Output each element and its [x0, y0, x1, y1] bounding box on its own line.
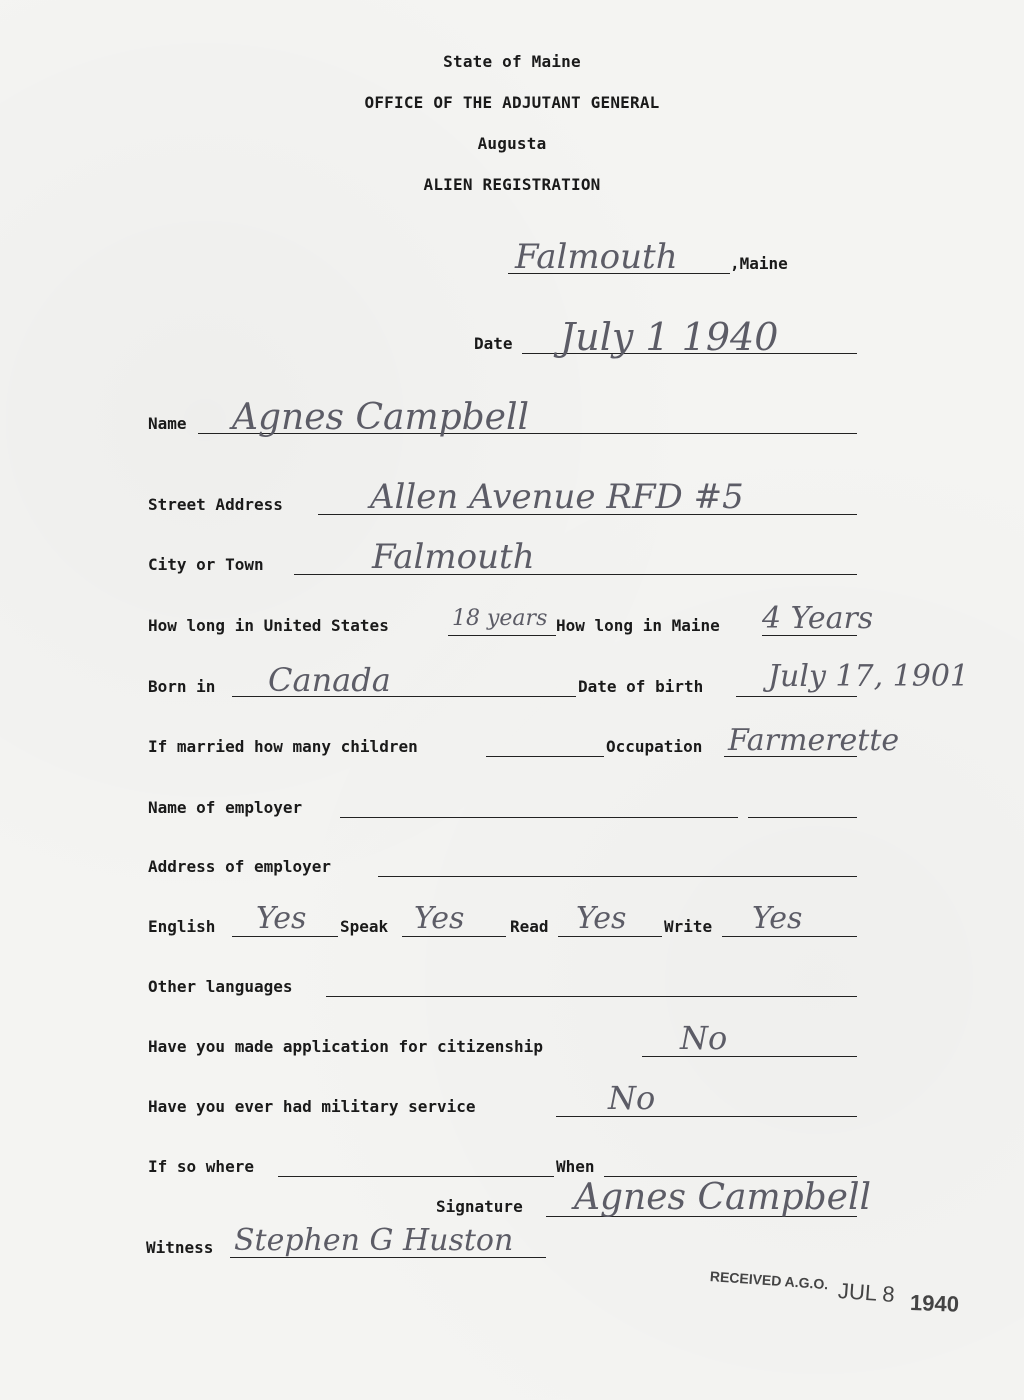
- name-value[interactable]: Agnes Campbell: [232, 397, 530, 438]
- write-label: Write: [664, 917, 713, 936]
- other-languages-label: Other languages: [148, 977, 293, 996]
- citizenship-value[interactable]: No: [680, 1019, 728, 1057]
- witness-label: Witness: [146, 1238, 214, 1257]
- employer-address-line: [378, 876, 857, 877]
- street-address-label: Street Address: [148, 495, 283, 514]
- town-value[interactable]: Falmouth: [515, 237, 678, 277]
- employer-address-label: Address of employer: [148, 857, 332, 876]
- occupation-value[interactable]: Farmerette: [728, 723, 900, 758]
- date-of-birth-label: Date of birth: [578, 677, 704, 696]
- speak-label: Speak: [340, 917, 389, 936]
- received-stamp-prefix: RECEIVED A.G.O.: [709, 1268, 829, 1293]
- how-long-maine-value[interactable]: 4 Years: [762, 601, 874, 636]
- header-state: State of Maine: [443, 52, 581, 71]
- name-label: Name: [148, 414, 187, 433]
- other-languages-line: [326, 996, 857, 997]
- speak-value[interactable]: Yes: [414, 901, 465, 936]
- if-so-where-line: [278, 1176, 554, 1177]
- if-so-where-label: If so where: [148, 1157, 254, 1176]
- city-or-town-label: City or Town: [148, 555, 264, 574]
- how-long-maine-label: How long in Maine: [556, 616, 720, 635]
- town-suffix: ,Maine: [730, 254, 788, 273]
- signature-label: Signature: [436, 1197, 523, 1216]
- children-line: [486, 756, 604, 757]
- military-value[interactable]: No: [608, 1079, 656, 1117]
- date-label: Date: [474, 334, 513, 353]
- when-label: When: [556, 1157, 595, 1176]
- received-stamp-year: 1940: [909, 1290, 960, 1317]
- witness-value[interactable]: Stephen G Huston: [234, 1223, 514, 1258]
- born-in-value[interactable]: Canada: [268, 661, 391, 699]
- date-value[interactable]: July 1 1940: [560, 315, 779, 359]
- read-line: [558, 936, 662, 937]
- occupation-label: Occupation: [606, 737, 703, 756]
- header-city: Augusta: [477, 134, 547, 153]
- children-label: If married how many children: [148, 737, 418, 756]
- received-stamp-date: JUL 8: [837, 1278, 896, 1307]
- how-long-us-line: [448, 635, 556, 636]
- street-address-value[interactable]: Allen Avenue RFD #5: [370, 477, 744, 517]
- date-of-birth-value[interactable]: July 17, 1901: [768, 659, 970, 694]
- military-line: [556, 1116, 857, 1117]
- form-title: ALIEN REGISTRATION: [423, 175, 601, 194]
- english-value[interactable]: Yes: [256, 901, 307, 936]
- english-label: English: [148, 917, 216, 936]
- read-label: Read: [510, 917, 549, 936]
- read-value[interactable]: Yes: [576, 901, 627, 936]
- employer-name-line: [340, 817, 738, 818]
- signature-value[interactable]: Agnes Campbell: [574, 1177, 872, 1218]
- write-line: [722, 936, 857, 937]
- military-label: Have you ever had military service: [148, 1097, 476, 1116]
- city-or-town-value[interactable]: Falmouth: [372, 537, 535, 577]
- employer-name-label: Name of employer: [148, 798, 303, 817]
- write-value[interactable]: Yes: [752, 901, 803, 936]
- date-of-birth-line: [736, 696, 857, 697]
- header-office: OFFICE OF THE ADJUTANT GENERAL: [364, 93, 660, 112]
- citizenship-line: [642, 1056, 857, 1057]
- employer-name-line-2: [748, 817, 857, 818]
- english-line: [232, 936, 338, 937]
- how-long-us-label: How long in United States: [148, 616, 389, 635]
- born-in-label: Born in: [148, 677, 216, 696]
- citizenship-label: Have you made application for citizenship: [148, 1037, 543, 1056]
- how-long-us-value[interactable]: 18 years: [452, 606, 548, 631]
- speak-line: [402, 936, 506, 937]
